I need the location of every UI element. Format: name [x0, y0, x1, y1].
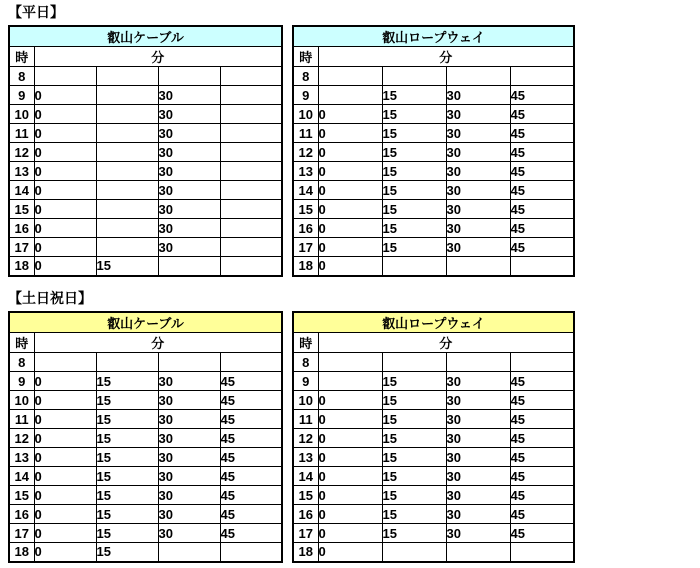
hour-cell: 16 [9, 219, 34, 238]
minute-cell: 0 [318, 105, 382, 124]
minute-cell: 15 [382, 524, 446, 543]
timetable-row [293, 486, 574, 505]
minute-cell: 0 [318, 124, 382, 143]
minute-cell [220, 181, 282, 200]
minute-cell: 0 [318, 143, 382, 162]
minute-cell: 30 [446, 372, 510, 391]
minute-cell: 45 [510, 143, 574, 162]
minute-cell: 45 [220, 410, 282, 429]
timetable-row [9, 505, 282, 524]
timetable-row [9, 219, 282, 238]
timetable-row [293, 200, 574, 219]
minute-cell [220, 67, 282, 86]
hour-cell: 12 [293, 429, 318, 448]
minute-cell: 0 [318, 429, 382, 448]
timetable-row [9, 181, 282, 200]
minute-cell: 0 [34, 124, 96, 143]
minute-cell: 45 [510, 505, 574, 524]
minute-cell [158, 353, 220, 372]
minute-cell: 30 [446, 105, 510, 124]
minute-cell: 30 [158, 219, 220, 238]
minute-cell: 15 [382, 181, 446, 200]
minute-cell: 30 [446, 238, 510, 257]
hour-cell: 16 [9, 505, 34, 524]
minute-cell: 30 [446, 200, 510, 219]
minute-cell: 0 [34, 410, 96, 429]
minute-cell [220, 86, 282, 105]
minute-cell: 15 [96, 524, 158, 543]
minute-cell [446, 67, 510, 86]
minute-cell: 15 [96, 372, 158, 391]
minute-cell: 15 [382, 410, 446, 429]
minute-cell: 30 [446, 505, 510, 524]
hour-cell: 15 [293, 200, 318, 219]
minute-cell: 0 [34, 486, 96, 505]
timetable-row [9, 410, 282, 429]
hour-cell: 16 [293, 505, 318, 524]
holiday-tables [8, 311, 575, 563]
minute-cell [96, 105, 158, 124]
timetable-row [293, 372, 574, 391]
timetable-row [293, 105, 574, 124]
minute-cell [220, 543, 282, 562]
minute-cell: 15 [382, 105, 446, 124]
minute-cell [510, 543, 574, 562]
minute-cell: 15 [96, 448, 158, 467]
holiday-title: 【土日祝日】 [8, 290, 92, 306]
timetable-row [9, 353, 282, 372]
minute-cell: 0 [34, 181, 96, 200]
hour-cell: 9 [293, 86, 318, 105]
timetable-row [293, 429, 574, 448]
hour-cell: 17 [9, 524, 34, 543]
minute-column-label: 分 [34, 333, 282, 353]
minute-cell: 30 [158, 448, 220, 467]
minute-cell: 45 [510, 105, 574, 124]
minute-cell: 0 [318, 467, 382, 486]
minute-cell: 45 [510, 410, 574, 429]
weekday-section [8, 4, 575, 277]
hour-cell: 12 [9, 143, 34, 162]
hour-cell: 8 [9, 67, 34, 86]
minute-column-label: 分 [318, 333, 574, 353]
minute-cell: 0 [318, 505, 382, 524]
timetable-row [293, 543, 574, 562]
minute-cell [510, 257, 574, 276]
minute-cell: 15 [382, 391, 446, 410]
minute-cell [382, 257, 446, 276]
minute-cell: 45 [510, 86, 574, 105]
hour-cell: 11 [9, 124, 34, 143]
minute-cell: 15 [382, 219, 446, 238]
hour-cell: 18 [9, 257, 34, 276]
minute-cell: 0 [34, 467, 96, 486]
timetable-row [293, 410, 574, 429]
timetable-row [293, 448, 574, 467]
minute-cell: 30 [446, 467, 510, 486]
weekday-tables [8, 25, 575, 277]
minute-cell: 30 [446, 143, 510, 162]
hour-cell: 10 [293, 105, 318, 124]
minute-cell: 15 [382, 448, 446, 467]
minute-cell: 30 [158, 429, 220, 448]
timetable-row [293, 181, 574, 200]
minute-cell [220, 257, 282, 276]
minute-cell: 45 [510, 372, 574, 391]
minute-cell: 45 [510, 429, 574, 448]
minute-cell [96, 162, 158, 181]
minute-cell [446, 543, 510, 562]
minute-cell [96, 200, 158, 219]
minute-cell: 0 [318, 257, 382, 276]
minute-cell: 15 [96, 486, 158, 505]
minute-cell [510, 353, 574, 372]
minute-cell: 30 [158, 238, 220, 257]
minute-cell: 0 [34, 391, 96, 410]
minute-cell: 30 [446, 219, 510, 238]
minute-cell: 0 [318, 238, 382, 257]
hour-cell: 8 [293, 353, 318, 372]
hour-cell: 10 [9, 391, 34, 410]
timetable-row [293, 505, 574, 524]
hour-cell: 14 [9, 181, 34, 200]
minute-cell: 0 [318, 200, 382, 219]
minute-cell: 30 [446, 486, 510, 505]
minute-cell [382, 543, 446, 562]
timetable-row [293, 124, 574, 143]
hour-cell: 10 [9, 105, 34, 124]
minute-cell [446, 257, 510, 276]
section-title: 叡山ケーブル [9, 312, 282, 333]
minute-cell [96, 124, 158, 143]
minute-cell: 30 [158, 486, 220, 505]
minute-cell: 0 [318, 486, 382, 505]
minute-cell: 30 [446, 524, 510, 543]
minute-cell: 45 [510, 181, 574, 200]
hour-cell: 14 [293, 467, 318, 486]
minute-cell: 30 [158, 143, 220, 162]
minute-cell: 30 [158, 162, 220, 181]
timetable-row [293, 467, 574, 486]
timetable-row [9, 448, 282, 467]
minute-cell: 30 [158, 181, 220, 200]
weekday-ropeway-table [292, 25, 575, 277]
section-title: 叡山ロープウェイ [293, 312, 574, 333]
timetable-row [9, 257, 282, 276]
timetable-row [9, 124, 282, 143]
minute-cell: 45 [510, 238, 574, 257]
hour-cell: 13 [9, 162, 34, 181]
hour-cell: 17 [293, 238, 318, 257]
timetable-row [293, 238, 574, 257]
minute-cell: 0 [34, 429, 96, 448]
timetable-row [9, 524, 282, 543]
holiday-cable-table [8, 311, 283, 563]
minute-cell [158, 257, 220, 276]
hour-cell: 13 [9, 448, 34, 467]
hour-cell: 14 [293, 181, 318, 200]
minute-cell [96, 238, 158, 257]
timetable-row [293, 162, 574, 181]
section-header-row [9, 312, 282, 333]
minute-cell: 45 [220, 486, 282, 505]
hour-cell: 12 [293, 143, 318, 162]
timetable-row [9, 486, 282, 505]
minute-cell: 30 [158, 391, 220, 410]
minute-cell: 0 [34, 143, 96, 162]
minute-cell [96, 181, 158, 200]
minute-cell: 15 [382, 505, 446, 524]
minute-cell: 15 [96, 410, 158, 429]
minute-cell: 15 [382, 467, 446, 486]
timetable-row [9, 429, 282, 448]
hour-cell: 13 [293, 448, 318, 467]
minute-cell: 30 [446, 124, 510, 143]
minute-cell: 0 [34, 505, 96, 524]
minute-cell: 0 [34, 543, 96, 562]
minute-cell: 15 [382, 200, 446, 219]
minute-cell: 15 [96, 505, 158, 524]
minute-cell: 15 [382, 372, 446, 391]
hour-cell: 8 [293, 67, 318, 86]
timetable-row [9, 86, 282, 105]
section-header-row [293, 26, 574, 47]
minute-cell: 15 [382, 486, 446, 505]
minute-cell: 0 [318, 448, 382, 467]
minute-cell [220, 124, 282, 143]
section-title: 叡山ケーブル [9, 26, 282, 47]
minute-cell [96, 219, 158, 238]
hour-cell: 18 [293, 257, 318, 276]
minute-cell [220, 200, 282, 219]
minute-cell: 45 [510, 200, 574, 219]
hour-cell: 17 [9, 238, 34, 257]
minute-cell: 45 [510, 162, 574, 181]
minute-cell: 0 [34, 524, 96, 543]
minute-cell: 0 [318, 543, 382, 562]
section-header-row [293, 312, 574, 333]
minute-cell: 30 [158, 524, 220, 543]
timetable-row [9, 143, 282, 162]
minute-cell: 45 [510, 486, 574, 505]
minute-cell: 45 [220, 505, 282, 524]
timetable-row [9, 543, 282, 562]
minute-cell: 30 [446, 391, 510, 410]
timetable-row [293, 524, 574, 543]
timetable-row [9, 391, 282, 410]
minute-cell: 30 [158, 124, 220, 143]
minute-column-label: 分 [34, 47, 282, 67]
minute-cell [318, 372, 382, 391]
minute-cell [318, 67, 382, 86]
minute-cell [96, 353, 158, 372]
minute-cell [318, 353, 382, 372]
minute-cell: 30 [446, 448, 510, 467]
minute-cell: 45 [220, 524, 282, 543]
minute-cell [96, 86, 158, 105]
minute-cell: 15 [382, 238, 446, 257]
minute-cell: 45 [510, 219, 574, 238]
minute-cell: 15 [382, 86, 446, 105]
minute-cell: 45 [220, 391, 282, 410]
timetable-row [9, 200, 282, 219]
hour-cell: 15 [9, 486, 34, 505]
minute-cell [34, 353, 96, 372]
holiday-ropeway-table [292, 311, 575, 563]
timetable-row [293, 353, 574, 372]
minute-cell: 15 [96, 429, 158, 448]
minute-cell [220, 238, 282, 257]
minute-cell [220, 162, 282, 181]
minute-cell [220, 105, 282, 124]
minute-cell: 30 [446, 429, 510, 448]
hour-cell: 9 [293, 372, 318, 391]
minute-cell: 0 [34, 86, 96, 105]
minute-cell: 30 [446, 86, 510, 105]
section-header-row [9, 26, 282, 47]
minute-cell: 30 [158, 467, 220, 486]
hour-cell: 11 [9, 410, 34, 429]
column-header-row [293, 333, 574, 353]
hour-cell: 16 [293, 219, 318, 238]
timetable-row [293, 143, 574, 162]
minute-cell: 0 [34, 257, 96, 276]
column-header-row [9, 47, 282, 67]
minute-cell: 15 [96, 543, 158, 562]
minute-cell: 0 [34, 219, 96, 238]
minute-cell: 30 [158, 505, 220, 524]
minute-cell [158, 543, 220, 562]
minute-cell: 45 [220, 429, 282, 448]
timetable-row [293, 391, 574, 410]
minute-cell [158, 67, 220, 86]
minute-cell: 45 [510, 467, 574, 486]
minute-cell: 30 [158, 410, 220, 429]
hour-cell: 13 [293, 162, 318, 181]
minute-cell: 15 [382, 429, 446, 448]
hour-cell: 15 [9, 200, 34, 219]
weekday-cable-table [8, 25, 283, 277]
minute-cell: 0 [34, 200, 96, 219]
minute-cell: 45 [510, 124, 574, 143]
hour-cell: 18 [293, 543, 318, 562]
minute-cell: 45 [220, 467, 282, 486]
timetable-row [293, 257, 574, 276]
minute-cell: 0 [34, 105, 96, 124]
minute-cell: 15 [96, 467, 158, 486]
hour-column-label: 時 [293, 333, 318, 353]
minute-cell [220, 143, 282, 162]
minute-cell: 45 [510, 524, 574, 543]
minute-cell [382, 67, 446, 86]
minute-cell: 30 [446, 162, 510, 181]
minute-cell: 0 [318, 524, 382, 543]
timetable-row [293, 86, 574, 105]
minute-cell: 0 [318, 391, 382, 410]
timetable-row [293, 67, 574, 86]
minute-cell: 30 [158, 372, 220, 391]
minute-cell: 0 [318, 219, 382, 238]
hour-column-label: 時 [9, 47, 34, 67]
minute-cell: 30 [158, 86, 220, 105]
minute-cell: 30 [446, 181, 510, 200]
minute-cell [34, 67, 96, 86]
hour-cell: 18 [9, 543, 34, 562]
minute-cell: 45 [220, 448, 282, 467]
minute-cell: 30 [446, 410, 510, 429]
minute-cell: 45 [510, 448, 574, 467]
timetable-row [293, 219, 574, 238]
minute-cell: 30 [158, 105, 220, 124]
minute-cell: 0 [34, 448, 96, 467]
timetable-row [9, 162, 282, 181]
minute-cell [510, 67, 574, 86]
minute-cell [382, 353, 446, 372]
holiday-section [8, 290, 575, 563]
minute-column-label: 分 [318, 47, 574, 67]
column-header-row [9, 333, 282, 353]
hour-cell: 15 [293, 486, 318, 505]
hour-column-label: 時 [293, 47, 318, 67]
minute-cell [96, 143, 158, 162]
hour-cell: 17 [293, 524, 318, 543]
minute-cell: 0 [318, 181, 382, 200]
hour-cell: 11 [293, 410, 318, 429]
minute-cell: 15 [382, 143, 446, 162]
minute-cell: 15 [382, 162, 446, 181]
timetable-row [9, 467, 282, 486]
minute-cell: 15 [96, 257, 158, 276]
minute-cell [96, 67, 158, 86]
minute-cell: 0 [318, 410, 382, 429]
hour-column-label: 時 [9, 333, 34, 353]
section-title: 叡山ロープウェイ [293, 26, 574, 47]
minute-cell [318, 86, 382, 105]
weekday-title: 【平日】 [8, 4, 64, 20]
column-header-row [293, 47, 574, 67]
timetable-row [9, 105, 282, 124]
minute-cell [446, 353, 510, 372]
minute-cell: 0 [34, 372, 96, 391]
minute-cell: 15 [96, 391, 158, 410]
minute-cell: 0 [34, 238, 96, 257]
minute-cell: 0 [318, 162, 382, 181]
timetable-row [9, 372, 282, 391]
minute-cell: 30 [158, 200, 220, 219]
minute-cell [220, 219, 282, 238]
hour-cell: 9 [9, 86, 34, 105]
minute-cell: 15 [382, 124, 446, 143]
hour-cell: 8 [9, 353, 34, 372]
minute-cell: 0 [34, 162, 96, 181]
hour-cell: 10 [293, 391, 318, 410]
minute-cell [220, 353, 282, 372]
hour-cell: 9 [9, 372, 34, 391]
hour-cell: 14 [9, 467, 34, 486]
timetable-row [9, 238, 282, 257]
hour-cell: 12 [9, 429, 34, 448]
hour-cell: 11 [293, 124, 318, 143]
minute-cell: 45 [510, 391, 574, 410]
timetable-row [9, 67, 282, 86]
minute-cell: 45 [220, 372, 282, 391]
